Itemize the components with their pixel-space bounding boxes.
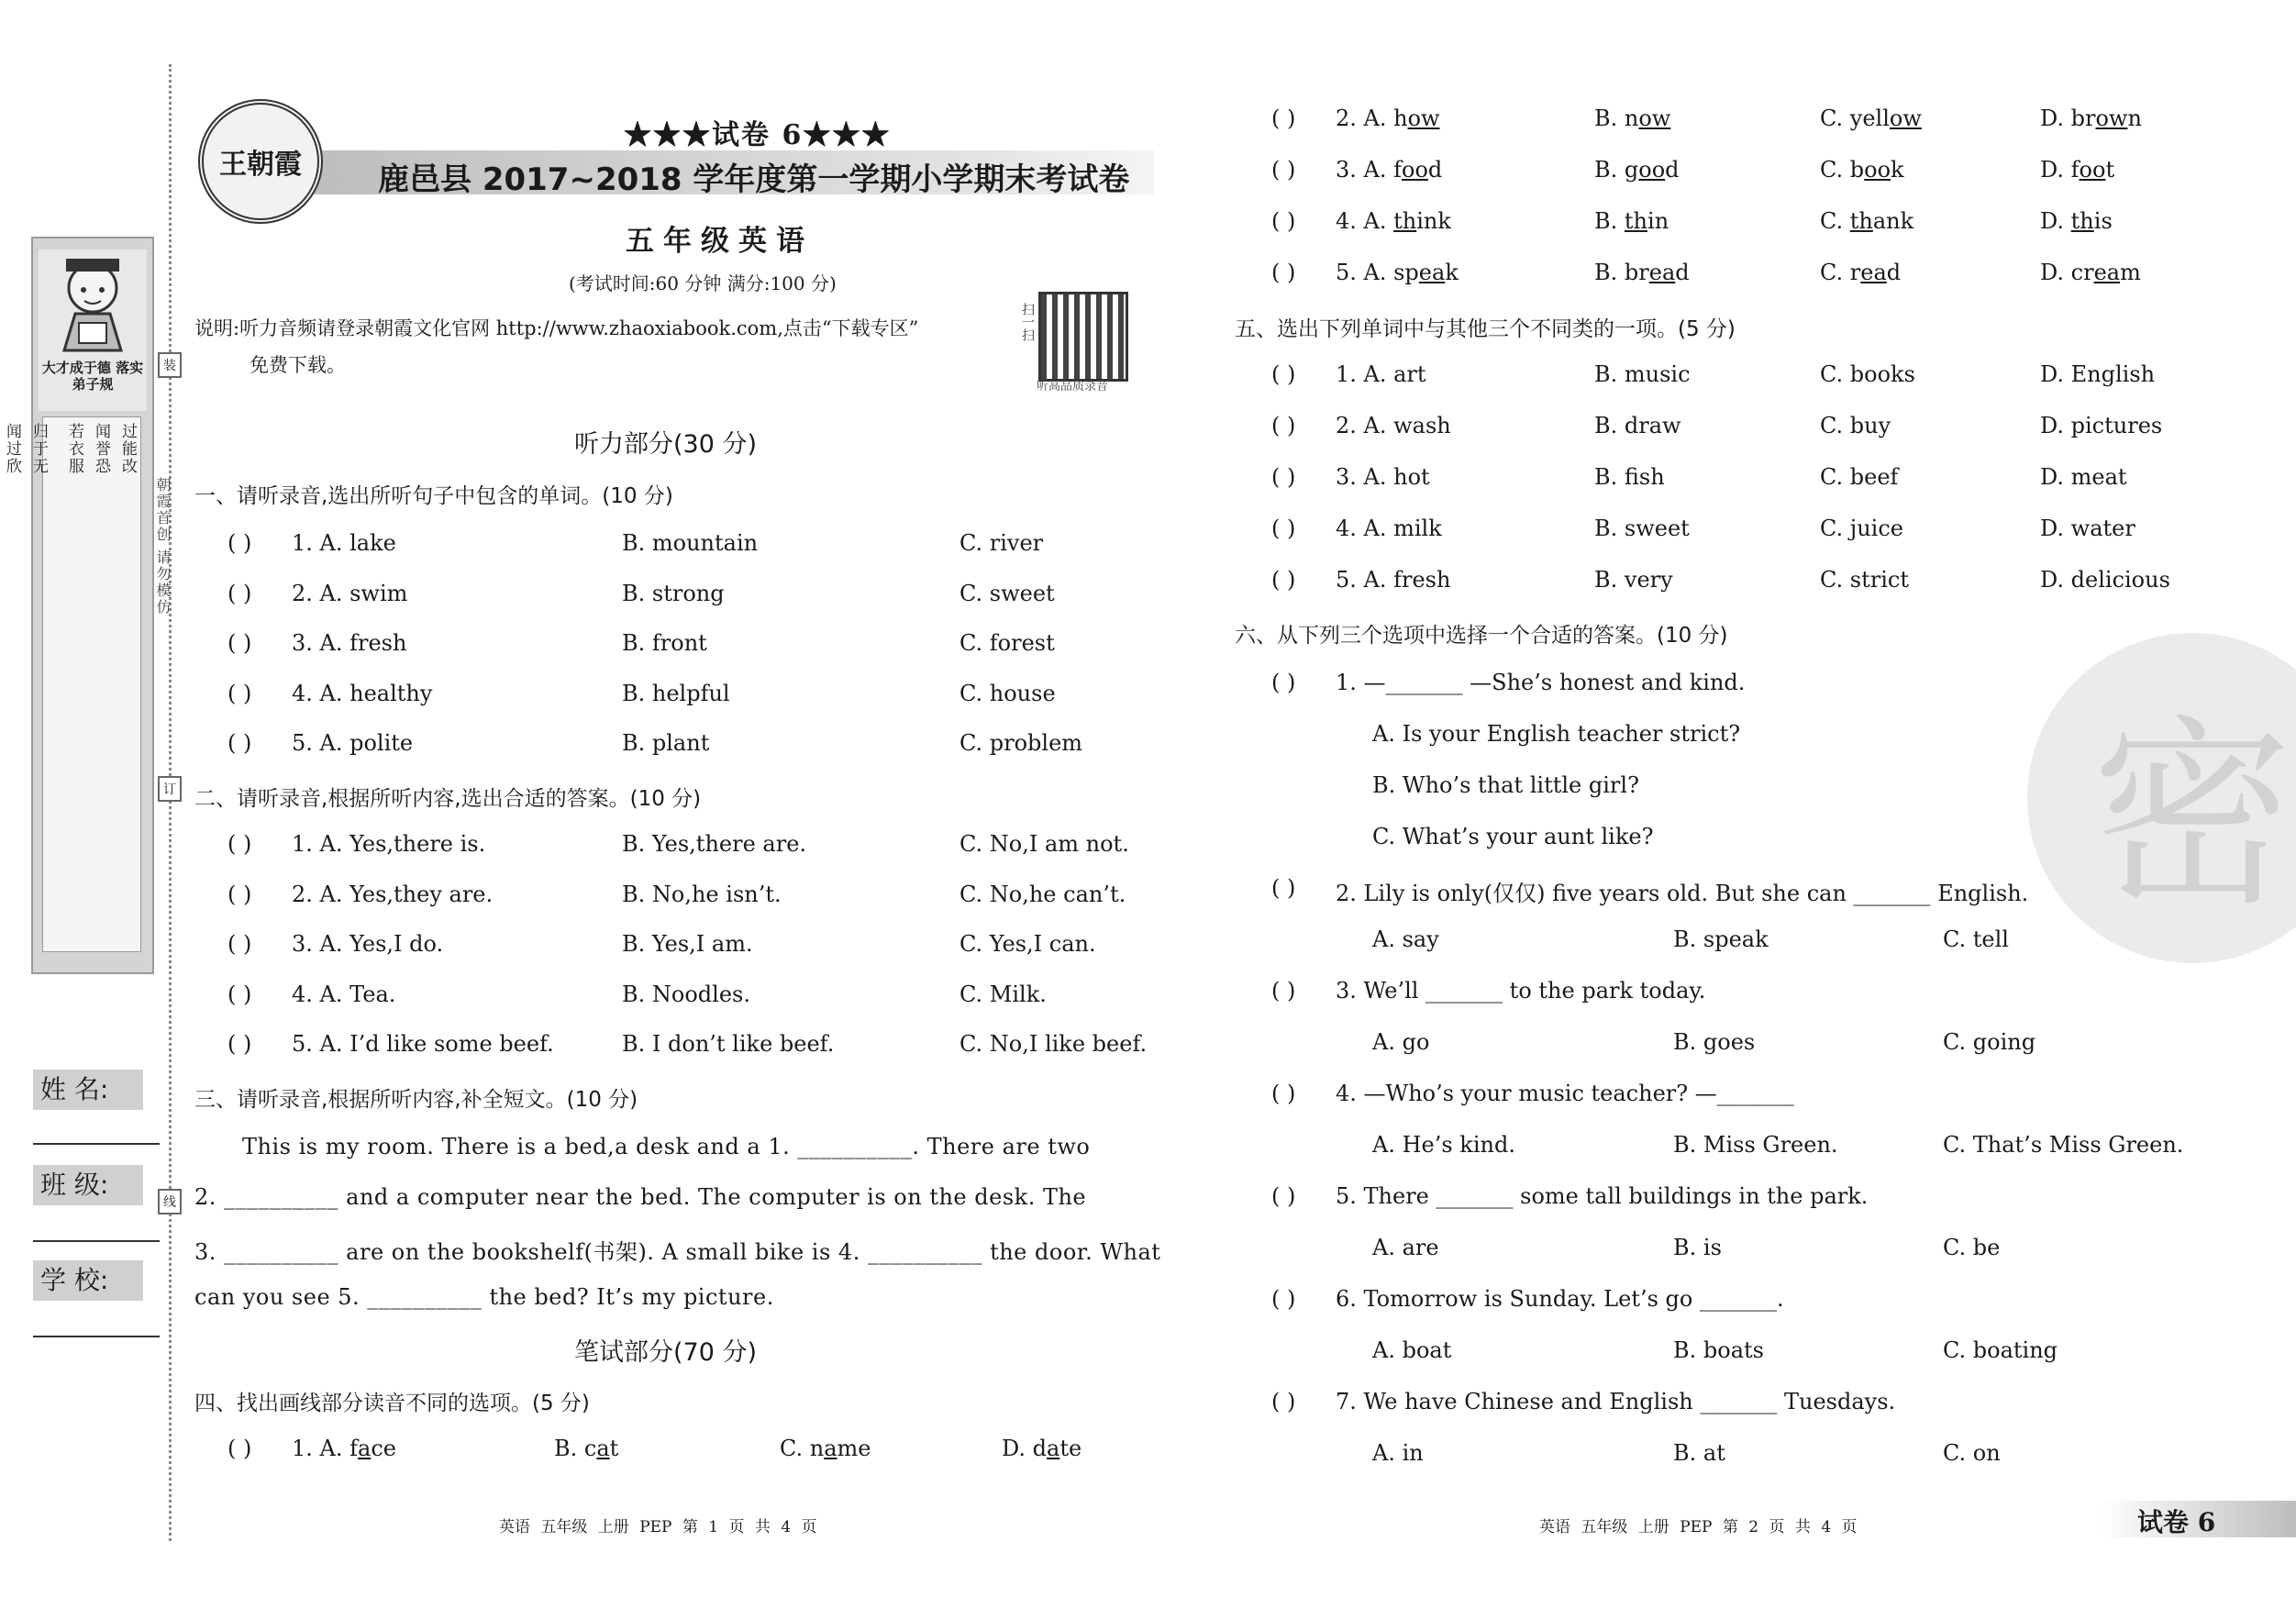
s6-question-row — [0, 1389, 2296, 1418]
answer-bracket[interactable]: ( ) — [227, 1436, 252, 1461]
section-3-title: 三、请听录音,根据所听内容,补全短文。(10 分) — [194, 1088, 638, 1112]
answer-bracket[interactable]: ( ) — [1271, 260, 1296, 285]
s6-options-row — [0, 1440, 2296, 1469]
answer-bracket[interactable]: ( ) — [1271, 978, 1296, 1004]
option-c: C. No,I like beef. — [959, 1031, 1148, 1057]
answer-bracket[interactable]: ( ) — [1271, 413, 1296, 438]
option-b: B. good — [1594, 157, 1680, 183]
s5-question-row — [0, 464, 2296, 494]
s5-question-row — [0, 516, 2296, 545]
answer-bracket[interactable]: ( ) — [1271, 1183, 1296, 1209]
option-n: 2. A. Yes,they are. — [292, 881, 494, 907]
answer-bracket[interactable]: ( ) — [1271, 157, 1296, 183]
option-c: C. house — [959, 680, 1056, 706]
option-c: C. river — [959, 530, 1044, 556]
section-2-title: 二、请听录音,根据所听内容,选出合适的答案。(10 分) — [194, 787, 702, 811]
s1-question-row — [0, 630, 2296, 660]
underlined-letters: th — [1624, 208, 1648, 234]
answer-bracket[interactable]: ( ) — [1271, 1389, 1296, 1414]
option-c: C. forest — [959, 630, 1055, 656]
option-b: B. boats — [1673, 1337, 1764, 1363]
option-n: 1. A. lake — [292, 530, 396, 556]
option-b: B. draw — [1594, 413, 1681, 438]
underlined-letters: ea — [1418, 260, 1446, 285]
option-c: C. name — [780, 1436, 871, 1461]
option-c: C. That’s Miss Green. — [1943, 1132, 2184, 1158]
option-c: C. read — [1820, 260, 1902, 285]
s6-option-line: A. Is your English teacher strict? — [1372, 721, 1741, 747]
option-c: C. No,he can’t. — [959, 881, 1126, 907]
s2-question-row — [0, 831, 2296, 860]
option-n: 4. A. think — [1336, 208, 1451, 234]
answer-bracket[interactable]: ( ) — [1271, 516, 1296, 541]
option-n: 4. A. milk — [1336, 516, 1442, 541]
underlined-letters: ea — [1648, 260, 1676, 285]
underlined-letters: oo — [1864, 157, 1891, 183]
s4-question-row — [0, 105, 2296, 135]
s6-question-row — [0, 875, 2296, 904]
option-d: D. brown — [2040, 105, 2142, 131]
option-b: B. bread — [1594, 260, 1690, 285]
passage-line-2: 2. __________ and a computer near the bed. The computer is on the desk. The — [194, 1184, 1087, 1210]
underlined-letters: ow — [1889, 105, 1922, 131]
copyright-vertical-note: 朝霞首创 请勿模仿 — [154, 477, 172, 616]
motto-title: 大才成于德 落实弟子规 — [41, 360, 144, 393]
answer-bracket[interactable]: ( ) — [227, 630, 252, 656]
option-d: D. foot — [2040, 157, 2115, 183]
option-n: 3. A. fresh — [292, 630, 407, 656]
answer-bracket[interactable]: ( ) — [227, 881, 252, 907]
option-c: C. Yes,I can. — [959, 931, 1096, 957]
option-c: C. Milk. — [959, 981, 1047, 1007]
underlined-letters: ow — [2095, 105, 2128, 131]
option-c: C. yellow — [1820, 105, 1922, 131]
s6-option-line: B. Who’s that little girl? — [1372, 772, 1639, 798]
option-c: C. book — [1820, 157, 1904, 183]
s6-options-row — [0, 1029, 2296, 1059]
question-text: 3. We’ll _______ to the park today. — [1336, 978, 1706, 1004]
answer-bracket[interactable]: ( ) — [1271, 464, 1296, 490]
exam-title: 鹿邑县 2017~2018 学年度第一学期小学期末考试卷 — [378, 161, 1130, 198]
publisher-logo: 王朝霞 — [198, 99, 323, 224]
s5-question-row — [0, 361, 2296, 391]
s5-question-row — [0, 567, 2296, 596]
option-c: C. boating — [1943, 1337, 2058, 1363]
option-a: A. in — [1372, 1440, 1424, 1466]
option-b: B. front — [622, 630, 707, 656]
question-text: 2. Lily is only(仅仅) five years old. But she can _______ English. — [1336, 881, 2029, 906]
s6-option-line: C. What’s your aunt like? — [1372, 824, 1654, 849]
section-4-title: 四、找出画线部分读音不同的选项。(5 分) — [194, 1392, 590, 1415]
option-b: B. speak — [1673, 926, 1769, 952]
motto-column: 过能改 — [118, 423, 137, 475]
underlined-letters: a — [596, 1436, 610, 1461]
question-text: 1. —_______ —She’s honest and kind. — [1336, 670, 1746, 695]
s1-question-row — [0, 730, 2296, 760]
s6-options-row — [0, 1132, 2296, 1161]
option-b: B. at — [1673, 1440, 1725, 1466]
underlined-letters: a — [1047, 1436, 1060, 1461]
option-b: B. plant — [622, 730, 710, 756]
option-n: 5. A. fresh — [1336, 567, 1451, 593]
s4-question-row — [0, 260, 2296, 289]
s6-question-row — [0, 978, 2296, 1007]
cut-mark-3: 线 — [158, 1189, 182, 1214]
option-b: B. Yes,I am. — [622, 931, 753, 957]
option-c: C. tell — [1943, 926, 2009, 952]
underlined-letters: ea — [1860, 260, 1887, 285]
option-d: D. water — [2040, 516, 2135, 541]
answer-bracket[interactable]: ( ) — [227, 831, 252, 857]
underlined-letters: th — [2070, 208, 2094, 234]
answer-bracket[interactable]: ( ) — [227, 730, 252, 756]
question-text: 7. We have Chinese and English _______ Tuesdays. — [1336, 1389, 1896, 1414]
option-a: A. say — [1372, 926, 1439, 952]
option-d: D. date — [1002, 1436, 1082, 1461]
option-c: C. be — [1943, 1235, 2001, 1260]
underlined-letters: a — [358, 1436, 372, 1461]
underlined-letters: oo — [2079, 157, 2106, 183]
option-n: 5. A. I’d like some beef. — [292, 1031, 554, 1057]
subject-title: 五年级英语 — [626, 225, 814, 258]
underlined-letters: th — [1849, 208, 1873, 234]
school-label: 学 校: — [33, 1260, 143, 1301]
underlined-letters: ow — [1407, 105, 1440, 131]
option-c: C. books — [1820, 361, 1915, 387]
option-b: B. fish — [1594, 464, 1665, 490]
option-b: B. now — [1594, 105, 1671, 131]
answer-bracket[interactable]: ( ) — [227, 680, 252, 706]
option-n: 2. A. wash — [1336, 413, 1451, 438]
option-c: C. beef — [1820, 464, 1899, 490]
passage-line-1: This is my room. There is a bed,a desk and a 1. __________. There are two — [242, 1134, 1091, 1159]
option-d: D. meat — [2040, 464, 2127, 490]
motto-column: 若衣服 — [65, 423, 83, 475]
footer-page-2: 英语 五年级 上册 PEP 第 2 页 共 4 页 — [1539, 1518, 1858, 1536]
secret-watermark: 密 — [2027, 633, 2296, 963]
option-b: B. sweet — [1594, 516, 1690, 541]
option-d: D. pictures — [2040, 413, 2163, 438]
answer-bracket[interactable]: ( ) — [1271, 567, 1296, 593]
option-n: 3. A. hot — [1336, 464, 1430, 490]
underlined-letters: ea — [2093, 260, 2121, 285]
answer-bracket[interactable]: ( ) — [1271, 875, 1296, 901]
question-text: 4. —Who’s your music teacher? —_______ — [1336, 1081, 1794, 1106]
option-c: C. problem — [959, 730, 1083, 756]
option-n: 4. A. Tea. — [292, 981, 396, 1007]
option-n: 4. A. healthy — [292, 680, 433, 706]
cut-mark-1: 装 — [158, 352, 182, 378]
underlined-letters: oo — [1638, 157, 1666, 183]
question-text: 5. There _______ some tall buildings in the park. — [1336, 1183, 1869, 1209]
option-n: 2. A. how — [1336, 105, 1440, 131]
answer-bracket[interactable]: ( ) — [1271, 208, 1296, 234]
option-a: A. He’s kind. — [1372, 1132, 1515, 1158]
option-c: C. thank — [1820, 208, 1914, 234]
answer-bracket[interactable]: ( ) — [1271, 1081, 1296, 1106]
motto-column: 闻誉恐 — [92, 423, 110, 475]
s4-question-row — [0, 208, 2296, 238]
answer-bracket[interactable]: ( ) — [227, 580, 252, 606]
answer-bracket[interactable]: ( ) — [227, 530, 252, 556]
motto-column: 闻过欣 — [3, 423, 21, 475]
name-label: 姓 名: — [33, 1070, 143, 1110]
option-n: 5. A. polite — [292, 730, 414, 756]
option-d: D. this — [2040, 208, 2113, 234]
underlined-letters: ow — [1638, 105, 1671, 131]
option-d: D. English — [2040, 361, 2156, 387]
passage-line-3: 3. __________ are on the bookshelf(书架). A small bike is 4. __________ the door. What — [194, 1239, 1161, 1265]
cut-mark-2: 订 — [158, 776, 182, 802]
option-n: 5. A. speak — [1336, 260, 1459, 285]
option-n: 1. A. Yes,there is. — [292, 831, 486, 857]
exam-info: (考试时间:60 分钟 满分:100 分) — [569, 272, 837, 294]
qr-caption: 听高品质录音 — [1037, 380, 1109, 394]
answer-bracket[interactable]: ( ) — [227, 931, 252, 957]
footer-paper-number: 试卷 6 — [2137, 1507, 2216, 1537]
option-c: C. strict — [1820, 567, 1909, 593]
option-b: B. I don’t like beef. — [622, 1031, 835, 1057]
option-b: B. very — [1594, 567, 1673, 593]
paper-number: ★★★试卷 6★★★ — [624, 119, 892, 151]
option-n: 3. A. food — [1336, 157, 1443, 183]
answer-bracket[interactable]: ( ) — [227, 1031, 252, 1057]
option-b: B. mountain — [622, 530, 759, 556]
answer-bracket[interactable]: ( ) — [1271, 1286, 1296, 1312]
option-a: A. boat — [1372, 1337, 1452, 1363]
option-d: D. delicious — [2040, 567, 2170, 593]
s6-options-row — [0, 926, 2296, 956]
option-a: A. go — [1372, 1029, 1430, 1055]
option-n: 2. A. swim — [292, 580, 408, 606]
passage-line-4: can you see 5. __________ the bed? It’s my picture. — [194, 1284, 774, 1310]
option-b: B. Miss Green. — [1673, 1132, 1838, 1158]
answer-bracket[interactable]: ( ) — [1271, 670, 1296, 695]
option-c: C. sweet — [959, 580, 1055, 606]
option-b: B. cat — [554, 1436, 619, 1461]
option-b: B. thin — [1594, 208, 1669, 234]
underlined-letters: a — [824, 1436, 837, 1461]
download-note-line2: 免费下载。 — [250, 354, 346, 376]
s6-options-row — [0, 1337, 2296, 1367]
underlined-letters: oo — [1402, 157, 1428, 183]
option-b: B. helpful — [622, 680, 730, 706]
s4-question-row — [0, 157, 2296, 186]
underlined-letters: th — [1393, 208, 1417, 234]
option-b: B. Yes,there are. — [622, 831, 807, 857]
option-b: B. goes — [1673, 1029, 1756, 1055]
answer-bracket[interactable]: ( ) — [227, 981, 252, 1007]
option-b: B. strong — [622, 580, 725, 606]
option-c: C. going — [1943, 1029, 2036, 1055]
option-n: 1. A. face — [292, 1436, 396, 1461]
section-1-title: 一、请听录音,选出所听句子中包含的单词。(10 分) — [194, 484, 673, 508]
question-text: 6. Tomorrow is Sunday. Let’s go _______. — [1336, 1286, 1784, 1312]
option-c: C. juice — [1820, 516, 1903, 541]
option-c: C. on — [1943, 1440, 2001, 1466]
option-n: 3. A. Yes,I do. — [292, 931, 444, 957]
writing-part-title: 笔试部分(70 分) — [574, 1338, 758, 1367]
s6-question-row — [0, 1183, 2296, 1213]
listening-part-title: 听力部分(30 分) — [574, 430, 758, 459]
s6-question-row — [0, 1286, 2296, 1315]
option-b: B. is — [1673, 1235, 1722, 1260]
option-a: A. are — [1372, 1235, 1439, 1260]
option-b: B. No,he isn’t. — [622, 881, 782, 907]
s6-question-row — [0, 670, 2296, 699]
s5-question-row — [0, 413, 2296, 442]
section-5-title: 五、选出下列单词中与其他三个不同类的一项。(5 分) — [1235, 317, 1736, 341]
option-n: 1. A. art — [1336, 361, 1426, 387]
s6-options-row — [0, 1235, 2296, 1264]
qr-scan-label: 扫一扫 — [1020, 303, 1035, 341]
option-c: C. buy — [1820, 413, 1891, 438]
s6-question-row — [0, 1081, 2296, 1110]
option-d: D. cream — [2040, 260, 2141, 285]
footer-page-1: 英语 五年级 上册 PEP 第 1 页 共 4 页 — [499, 1518, 817, 1536]
answer-bracket[interactable]: ( ) — [1271, 361, 1296, 387]
option-b: B. Noodles. — [622, 981, 750, 1007]
answer-bracket[interactable]: ( ) — [1271, 105, 1296, 131]
motto-column: 归于无 — [29, 423, 48, 475]
section-6-title: 六、从下列三个选项中选择一个合适的答案。(10 分) — [1235, 624, 1728, 648]
option-c: C. No,I am not. — [959, 831, 1129, 857]
option-b: B. music — [1594, 361, 1691, 387]
class-label: 班 级: — [33, 1165, 143, 1205]
download-note: 说明:听力音频请登录朝霞文化官网 http://www.zhaoxiabook.com,点击“下载专区” — [194, 317, 919, 339]
